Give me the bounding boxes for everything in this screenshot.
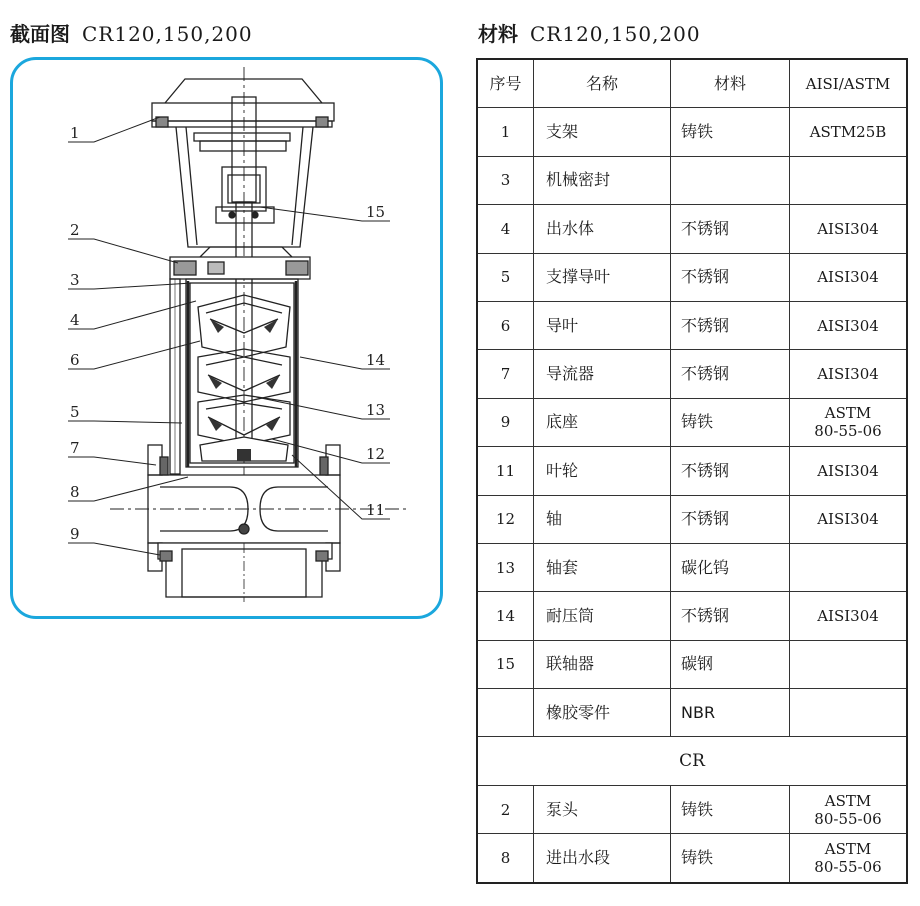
cell-standard [790,108,908,156]
callout-1: 1 [70,124,80,142]
cell-name: 支撑导叶 [534,253,671,301]
table-row [477,447,907,495]
cell-no: 9 [477,398,534,446]
cell-material [671,156,790,204]
materials-heading [478,18,701,47]
cell-material: 不锈钢 [671,447,790,495]
cell-standard [790,253,908,301]
table-header-row [477,59,907,108]
table-row [477,253,907,301]
cell-material: 铸铁 [671,398,790,446]
standard-line-2: 80-55-06 [814,809,882,828]
cell-no: 8 [477,834,534,883]
cell-name: 轴套 [534,543,671,591]
header-standard: AISI/ASTM [790,59,908,108]
header-name: 名称 [534,59,671,108]
cell-name: 支架 [534,108,671,156]
table-row [477,301,907,349]
cell-no: 4 [477,205,534,253]
section-row [477,737,907,785]
table-row [477,156,907,204]
cell-standard [790,350,908,398]
section-label: CR [477,737,907,785]
cell-no: 5 [477,253,534,301]
cell-name: 叶轮 [534,447,671,495]
cell-name: 机械密封 [534,156,671,204]
callout-6: 6 [70,351,80,369]
standard-line-1: AISI304 [817,365,879,384]
cell-standard [790,543,908,591]
callout-15: 15 [366,203,386,221]
pump-cross-section [10,57,443,619]
standard-line-2: 80-55-06 [814,857,882,876]
cell-name: 导叶 [534,301,671,349]
cell-material: 碳钢 [671,640,790,688]
callout-4: 4 [70,311,80,329]
standard-line-1: AISI304 [817,219,879,238]
cell-material: 铸铁 [671,108,790,156]
cell-material: NBR [671,689,790,737]
standard-line-1: ASTM [824,791,872,810]
callout-11: 11 [366,501,386,519]
materials-title: 材料 [478,22,518,46]
header-no: 序号 [477,59,534,108]
cell-material: 不锈钢 [671,301,790,349]
cell-name: 橡胶零件 [534,689,671,737]
cell-material: 不锈钢 [671,495,790,543]
cell-no: 13 [477,543,534,591]
table-row [477,785,907,833]
cell-standard [790,689,908,737]
cell-material: 铸铁 [671,785,790,833]
cell-material: 不锈钢 [671,253,790,301]
diagram-heading [10,18,253,47]
standard-line-1: AISI304 [817,510,879,529]
table-row [477,640,907,688]
motor-stool [176,127,313,247]
cell-material: 碳化钨 [671,543,790,591]
cell-material: 不锈钢 [671,205,790,253]
diagram-title: 截面图 [10,22,70,46]
callout-12: 12 [366,445,386,463]
cell-standard [790,301,908,349]
cell-standard [790,398,908,446]
callout-2: 2 [70,221,80,239]
cell-name: 出水体 [534,205,671,253]
cell-standard [790,447,908,495]
cell-no: 15 [477,640,534,688]
standard-line-1: ASTM [824,839,872,858]
cell-no: 12 [477,495,534,543]
table-row [477,834,907,883]
callout-13: 13 [366,401,386,419]
callout-5: 5 [70,403,80,421]
motor-adapter [165,79,322,103]
table-row [477,205,907,253]
standard-line-1: AISI304 [817,606,879,625]
callout-7: 7 [70,439,80,457]
cell-no: 6 [477,301,534,349]
cell-no: 1 [477,108,534,156]
cell-no: 7 [477,350,534,398]
table-body [477,108,907,737]
section-table-body [477,785,907,882]
table-row [477,350,907,398]
cell-name: 轴 [534,495,671,543]
standard-line-2: 80-55-06 [814,422,882,441]
materials-models: CR120,150,200 [530,22,701,46]
cell-name: 联轴器 [534,640,671,688]
standard-line-1: ASTM25B [809,123,887,142]
standard-line-1: AISI304 [817,461,879,480]
cell-standard [790,495,908,543]
table-row [477,689,907,737]
table-row [477,398,907,446]
cell-standard [790,640,908,688]
cell-standard [790,785,908,833]
cell-material: 铸铁 [671,834,790,883]
cell-name: 进出水段 [534,834,671,883]
cell-name: 导流器 [534,350,671,398]
cell-no: 14 [477,592,534,640]
motor-flange [152,103,334,121]
diagram-models: CR120,150,200 [82,22,253,46]
cell-no: 11 [477,447,534,495]
table-row [477,495,907,543]
cell-name: 底座 [534,398,671,446]
callout-8: 8 [70,483,80,501]
cell-standard [790,592,908,640]
callout-3: 3 [70,271,80,289]
header-material: 材料 [671,59,790,108]
standard-line-1: AISI304 [817,268,879,287]
table-row [477,543,907,591]
cell-name: 耐压筒 [534,592,671,640]
cell-name: 泵头 [534,785,671,833]
callout-14: 14 [366,351,386,369]
cell-material: 不锈钢 [671,350,790,398]
cell-standard [790,205,908,253]
callout-9: 9 [70,525,80,543]
cell-no: 3 [477,156,534,204]
cell-no: 2 [477,785,534,833]
standard-line-1: ASTM [824,404,872,423]
cell-standard [790,834,908,883]
standard-line-1: AISI304 [817,316,879,335]
table-row [477,592,907,640]
cell-no [477,689,534,737]
table-row [477,108,907,156]
cell-standard [790,156,908,204]
materials-table [476,58,908,884]
cell-material: 不锈钢 [671,592,790,640]
